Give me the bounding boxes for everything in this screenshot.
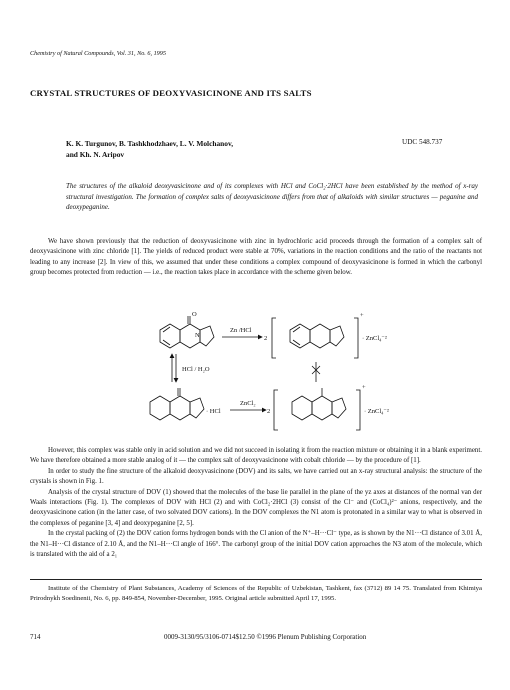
reagent-zinc-chloride: ZnCl₂ [240, 400, 256, 407]
coefficient-top: 2 [264, 335, 268, 342]
udc-code: UDC 548.737 [402, 138, 443, 146]
author-list [66, 138, 366, 160]
reaction-scheme [30, 310, 482, 442]
copyright-line: 0009-3130/95/3106-0714$12.50 ©1996 Plenum Publishing Corporation [164, 633, 367, 641]
zinc-complex-structure-top [272, 318, 358, 358]
footnote [30, 584, 482, 604]
charge-bottom: + [362, 384, 366, 391]
paragraph-text: We have shown previously that the reduction of deoxyvasicinone with zinc in hydrochloric acid proceeds through the formation of a complex salt of deoxyvasicinone with zinc chloride [1]. The yields of reduced product were stable at 70%, variations in the reaction conditions and the ratio of the reactants not leading to any increase [2]. In view of this, we assumed that under these conditions a complex compound of deoxyvasicinone is formed in which the carbonyl group becomes protected from reduction — i.e., the reaction takes place in accordance with the scheme given below. [30, 238, 482, 277]
charge-top: + [360, 312, 364, 319]
footnote-text: Institute of the Chemistry of Plant Substances, Academy of Sciences of the Republic of Uzbekistan, Tashkent, fax (3712) 89 14 75. Translated from Khimiya Prirodnykh Soedinenii, No. 6, pp. 849-854, November-December, 1995. Original article submitted April 17, 1995. [30, 585, 482, 603]
deoxyvasicinone-hydrochloride-structure [150, 388, 204, 420]
reagent-hcl-water: HCl / H₂O [182, 366, 210, 373]
paragraph-2: In order to study the fine structure of the alkaloid deoxyvasicinone (DOV) and its salts, we have carried out an x-ray structural analysis: the structure of the crystals is shown in Fig. 1. [30, 467, 482, 486]
author-line-2: and Kh. N. Aripov [66, 150, 125, 159]
journal-header: Chemistry of Natural Compounds, Vol. 31, No. 6, 1995 [30, 50, 166, 57]
zinc-chloride-anion-bottom: · ZnCl₄⁻² [364, 408, 389, 415]
coefficient-bottom: 2 [267, 408, 271, 415]
atom-nitrogen-label: N [195, 332, 200, 339]
abstract: The structures of the alkaloid deoxyvasicinone and of its complexes with HCl and CoCl₂·2HCl have been established by the method of x-ray structural investigation. The formation of complex salts of deoxyvasicinone differs from that of alkaloids with similar structures — peganine and deoxypeganine. [66, 182, 478, 212]
hcl-adduct-label: · HCl [206, 408, 221, 415]
atom-oxygen-label: O [192, 311, 197, 318]
zinc-complex-structure-bottom [274, 388, 360, 430]
page-number: 714 [30, 633, 41, 641]
body-text [30, 446, 482, 560]
reagent-zinc-hcl: Zn /HCl [230, 327, 252, 334]
zinc-chloride-anion-top: · ZnCl₄⁻² [362, 335, 387, 342]
footnote-divider [30, 579, 482, 580]
paragraph-3: Analysis of the crystal structure of DOV (1) showed that the molecules of the base lie parallel in the plane of the yz axes at distances of the normal van der Waals interactions (Fig. 1). The complexes of DOV with HCl (2) and with CoCl₂·2HCl (3) consist of the Cl⁻ and (CoCl₄)²⁻ anions, respectively, and the deoxyvasicinone cation (in the latter case, of two solvated DOV cations). In the DOV complexes the N1 atom is protonated in a similar way to what is observed in the complexes of peganine [3, 4] and deoxypeganine [2, 5]. [30, 488, 482, 527]
author-line-1: K. K. Turgunov, B. Tashkhodzhaev, L. V. Molchanov, [66, 139, 234, 148]
intro-paragraph [30, 237, 482, 279]
deoxyvasicinone-structure-top [160, 316, 214, 348]
article-title: CRYSTAL STRUCTURES OF DEOXYVASICINONE AND ITS SALTS [30, 88, 312, 98]
paragraph-1: However, this complex was stable only in acid solution and we did not succeed in isolating it from the reaction mixture or obtaining it in a blank experiment. We have therefore obtained a more stable analog of it — the complex salt of deoxyvasicinone with cobalt chloride — by the procedure of [1]. [30, 447, 482, 465]
paragraph-4: In the crystal packing of (2) the DOV cation forms hydrogen bonds with the Cl anion of the N⁺–H···Cl⁻ type, as is shown by the N1···Cl distance of 3.01 Å, the N1–H···Cl distance of 2.10 Å, and the N1–H···Cl angle of 166°. The carbonyl group of the initial DOV cation approaches the N3 atom of the molecule, which is translated with the aid of a 2₁ [30, 530, 482, 559]
